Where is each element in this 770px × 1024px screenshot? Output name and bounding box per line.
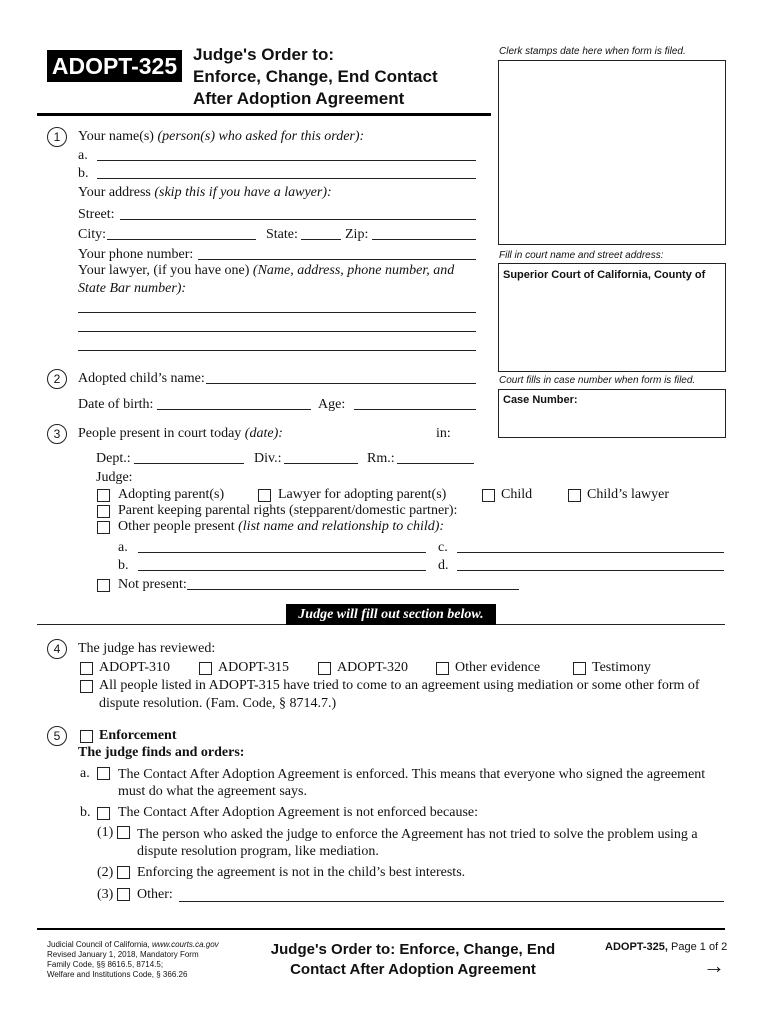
name-a-field[interactable] xyxy=(97,160,476,161)
section-1-number: 1 xyxy=(47,127,67,147)
not-present-checkbox[interactable] xyxy=(97,579,110,592)
footer-divider xyxy=(37,928,725,930)
adopt-315-label: ADOPT-315 xyxy=(218,660,290,675)
item-b1-text-2: dispute resolution program, like mediation. xyxy=(137,844,379,859)
lawyer-adopting-checkbox[interactable] xyxy=(258,489,271,502)
header-divider xyxy=(37,113,491,116)
lawyer-note-2: State Bar number): xyxy=(78,281,187,296)
other-a-field[interactable] xyxy=(138,552,426,553)
child-checkbox[interactable] xyxy=(482,489,495,502)
footer-title-line2: Contact After Adoption Agreement xyxy=(290,961,536,978)
footer-title-line1: Judge's Order to: Enforce, Change, End xyxy=(270,941,556,958)
footer-page-info xyxy=(605,940,727,954)
age-field[interactable] xyxy=(354,409,476,410)
state-field[interactable] xyxy=(301,239,341,240)
adopting-parents-label: Adopting parent(s) xyxy=(118,487,225,502)
item-b1-text-1: The person who asked the judge to enforce the Agreement has not tried to solve the problem using a xyxy=(137,827,698,842)
section-4-number: 4 xyxy=(47,639,67,659)
zip-label: Zip: xyxy=(345,227,369,242)
city-label: City: xyxy=(78,227,107,242)
clerk-stamp-box[interactable] xyxy=(498,60,726,245)
item-b3-checkbox[interactable] xyxy=(117,888,130,901)
other-evidence-checkbox[interactable] xyxy=(436,662,449,675)
other-d-field[interactable] xyxy=(457,570,724,571)
phone-field[interactable] xyxy=(198,259,476,260)
testimony-label: Testimony xyxy=(592,660,651,675)
childs-lawyer-checkbox[interactable] xyxy=(568,489,581,502)
rm-field[interactable] xyxy=(397,463,474,464)
section-5-number: 5 xyxy=(47,726,67,746)
item-a-label: a. xyxy=(80,766,90,781)
street-field[interactable] xyxy=(120,219,476,220)
court-address-label: Fill in court name and street address: xyxy=(499,250,664,261)
case-number-box[interactable] xyxy=(498,389,726,438)
footer-form-number: ADOPT-325, xyxy=(605,941,668,953)
lawyer-label: Your lawyer, (if you have one) (Name, address, phone number, and xyxy=(78,263,455,278)
other-people-label: Other people present (list name and relationship to child): xyxy=(118,519,445,534)
item-b3-field[interactable] xyxy=(179,901,724,902)
not-present-field[interactable] xyxy=(187,589,519,590)
adopt-320-checkbox[interactable] xyxy=(318,662,331,675)
all-people-text-2: dispute resolution. (Fam. Code, § 8714.7.) xyxy=(99,696,337,711)
form-title-line1: Judge's Order to: xyxy=(193,45,335,64)
age-label: Age: xyxy=(318,397,346,412)
street-label: Street: xyxy=(78,207,115,222)
not-present-label: Not present: xyxy=(118,577,187,592)
rm-label: Rm.: xyxy=(367,451,395,466)
other-c-label: c. xyxy=(438,540,448,555)
item-b-text: The Contact After Adoption Agreement is not enforced because: xyxy=(118,805,479,820)
child-label: Child xyxy=(501,487,533,502)
form-title-line2: Enforce, Change, End Contact xyxy=(193,67,438,86)
lawyer-field-3[interactable] xyxy=(78,350,476,351)
city-field[interactable] xyxy=(107,239,256,240)
court-name: Superior Court of California, County of xyxy=(503,269,706,281)
in-label: in: xyxy=(436,426,451,441)
item-b2-text: Enforcing the agreement is not in the child’s best interests. xyxy=(137,865,466,880)
case-number-label: Case Number: xyxy=(503,394,578,406)
adopt-310-label: ADOPT-310 xyxy=(99,660,171,675)
item-a-text-1: The Contact After Adoption Agreement is enforced. This means that everyone who signed the agreement xyxy=(118,767,706,782)
child-name-field[interactable] xyxy=(206,383,476,384)
footer-citation xyxy=(47,940,219,980)
div-field[interactable] xyxy=(284,463,358,464)
lawyer-adopting-label: Lawyer for adopting parent(s) xyxy=(278,487,447,502)
name-b-label: b. xyxy=(78,166,89,181)
next-page-arrow-icon[interactable]: → xyxy=(703,953,725,978)
adopt-320-label: ADOPT-320 xyxy=(337,660,409,675)
lawyer-field-1[interactable] xyxy=(78,312,476,313)
other-evidence-label: Other evidence xyxy=(455,660,541,675)
judge-label: Judge: xyxy=(96,470,133,485)
clerk-stamp-label: Clerk stamps date here when form is filed. xyxy=(499,46,686,57)
other-a-label: a. xyxy=(118,540,128,555)
dob-label: Date of birth: xyxy=(78,397,154,412)
footer-council: Judicial Council of California, www.courts.ca.gov xyxy=(47,940,219,949)
your-names-label: Your name(s) (person(s) who asked for this order): xyxy=(78,129,365,144)
item-a-text-2: must do what the agreement says. xyxy=(118,784,307,799)
name-a-label: a. xyxy=(78,148,88,163)
enforcement-label: Enforcement xyxy=(99,728,177,743)
item-b-label: b. xyxy=(80,805,91,820)
zip-field[interactable] xyxy=(372,239,476,240)
other-people-checkbox[interactable] xyxy=(97,521,110,534)
adopt-310-checkbox[interactable] xyxy=(80,662,93,675)
people-present-label: People present in court today (date): xyxy=(78,426,283,441)
court-address-box[interactable] xyxy=(498,263,726,372)
form-title-line3: After Adoption Agreement xyxy=(193,89,405,108)
footer-title xyxy=(258,940,568,980)
your-address-label: Your address (skip this if you have a lawyer): xyxy=(78,185,332,200)
other-c-field[interactable] xyxy=(457,552,724,553)
judge-finds-label: The judge finds and orders: xyxy=(78,745,245,760)
item-b2-label: (2) xyxy=(97,865,114,880)
dept-label: Dept.: xyxy=(96,451,131,466)
judge-fill-banner: Judge will fill out section below. xyxy=(286,604,496,625)
all-people-checkbox[interactable] xyxy=(80,680,93,693)
item-b3-text: Other: xyxy=(137,887,173,902)
footer-family-code: Family Code, §§ 8616.5, 8714.5; xyxy=(47,960,164,969)
item-b1-label: (1) xyxy=(97,825,114,840)
item-b-checkbox[interactable] xyxy=(97,807,110,820)
item-b3-label: (3) xyxy=(97,887,114,902)
case-number-note: Court fills in case number when form is filed. xyxy=(499,375,696,386)
lawyer-field-2[interactable] xyxy=(78,331,476,332)
dept-field[interactable] xyxy=(134,463,244,464)
other-d-label: d. xyxy=(438,558,449,573)
all-people-text-1: All people listed in ADOPT-315 have tried to come to an agreement using mediation or some other form of xyxy=(99,678,700,693)
item-a-checkbox[interactable] xyxy=(97,767,110,780)
reviewed-label: The judge has reviewed: xyxy=(78,641,216,656)
adopt-315-checkbox[interactable] xyxy=(199,662,212,675)
section-3-number: 3 xyxy=(47,424,67,444)
enforcement-checkbox[interactable] xyxy=(80,730,93,743)
phone-label: Your phone number: xyxy=(78,247,194,262)
form-number-badge: ADOPT-325 xyxy=(47,50,182,82)
item-b2-checkbox[interactable] xyxy=(117,866,130,879)
adopting-parents-checkbox[interactable] xyxy=(97,489,110,502)
childs-lawyer-label: Child’s lawyer xyxy=(587,487,670,502)
div-label: Div.: xyxy=(254,451,282,466)
testimony-checkbox[interactable] xyxy=(573,662,586,675)
dob-field[interactable] xyxy=(157,409,311,410)
footer-welfare-code: Welfare and Institutions Code, § 366.26 xyxy=(47,970,188,979)
item-b1-checkbox[interactable] xyxy=(117,826,130,839)
section-2-number: 2 xyxy=(47,369,67,389)
parent-keeping-label: Parent keeping parental rights (stepparent/domestic partner): xyxy=(118,503,458,518)
child-name-label: Adopted child’s name: xyxy=(78,371,205,386)
footer-page-number: Page 1 of 2 xyxy=(671,941,728,953)
state-label: State: xyxy=(266,227,298,242)
parent-keeping-checkbox[interactable] xyxy=(97,505,110,518)
other-b-label: b. xyxy=(118,558,129,573)
other-b-field[interactable] xyxy=(138,570,426,571)
name-b-field[interactable] xyxy=(97,178,476,179)
footer-revised: Revised January 1, 2018, Mandatory Form xyxy=(47,950,199,959)
